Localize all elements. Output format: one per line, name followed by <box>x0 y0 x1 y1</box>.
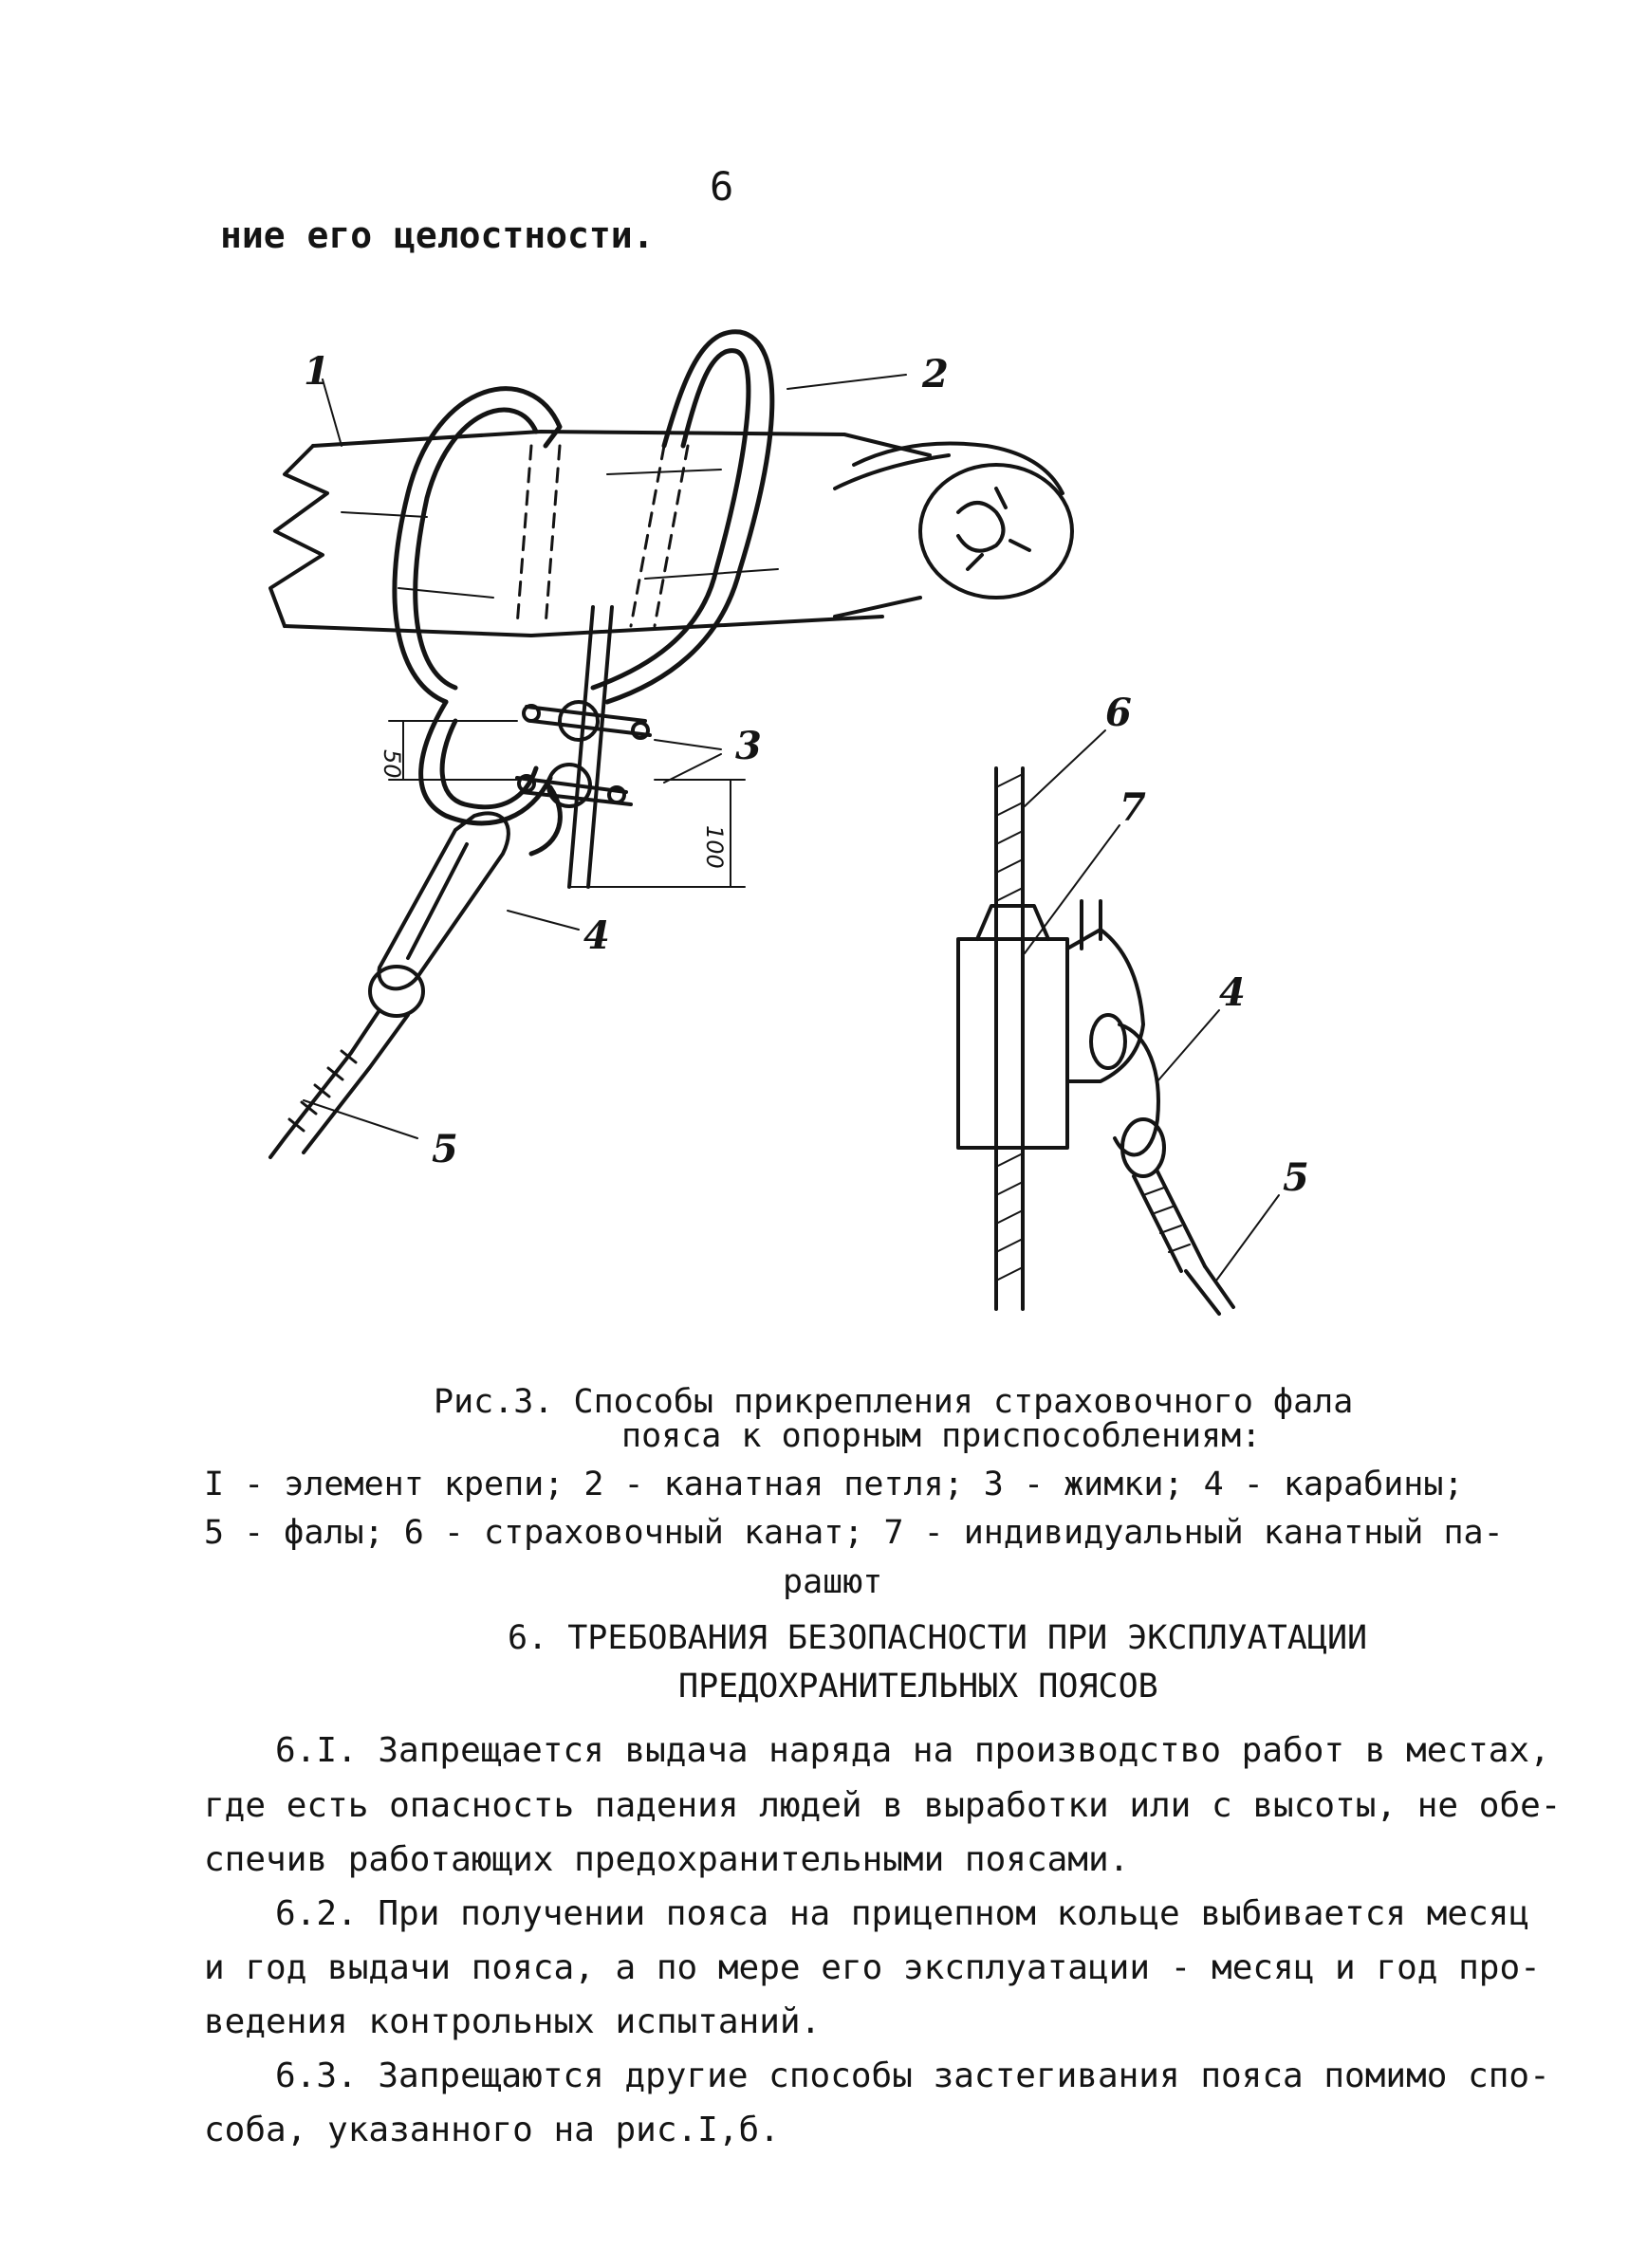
para-6-1-line-3: спечив работающих предохранительными поясами. <box>204 1840 1130 1879</box>
label-6: 6 <box>1105 691 1132 735</box>
page-number: 6 <box>710 163 734 210</box>
para-6-2-line-3: ведения контрольных испытаний. <box>204 2002 822 2041</box>
dimension-50: 50 <box>379 749 405 779</box>
para-6-2-line-1: 6.2. При получении пояса на прицепном кольце выбивается месяц <box>275 1894 1530 1933</box>
legend-line-1: I - элемент крепи; 2 - канатная петля; 3 - жимки; 4 - карабины; <box>204 1466 1464 1503</box>
dimension-100: 100 <box>701 825 728 869</box>
continuation-text: ние его целостности. <box>220 214 655 256</box>
section-heading-line-2: ПРЕДОХРАНИТЕЛЬНЫХ ПОЯСОВ <box>678 1668 1158 1706</box>
label-5: 5 <box>432 1127 458 1171</box>
label-2: 2 <box>922 352 949 396</box>
label-7: 7 <box>1120 785 1146 830</box>
label-4-right: 4 <box>1219 970 1246 1015</box>
caption-line-2: пояса к опорным приспособлениям: <box>621 1417 1262 1455</box>
label-5-right: 5 <box>1283 1155 1309 1200</box>
legend-line-2: 5 - фалы; 6 - страховочный канат; 7 - индивидуальный канатный па- <box>204 1514 1504 1552</box>
section-heading-line-1: 6. ТРЕБОВАНИЯ БЕЗОПАСНОСТИ ПРИ ЭКСПЛУАТАЦИИ <box>508 1619 1368 1657</box>
para-6-3-line-1: 6.3. Запрещаются другие способы застегивания пояса помимо спо- <box>275 2056 1550 2095</box>
para-6-3-line-2: соба, указанного на рис.I,б. <box>204 2111 780 2149</box>
legend-line-3: рашют <box>783 1563 883 1601</box>
para-6-2-line-2: и год выдачи пояса, а по мере его эксплуатации - месяц и год про- <box>204 1948 1541 1987</box>
para-6-1-line-2: где есть опасность падения людей в выработки или с высоты, не обе- <box>204 1786 1562 1825</box>
caption-line-1: Рис.3. Способы прикрепления страховочного фала <box>434 1383 1354 1421</box>
label-3: 3 <box>735 724 762 768</box>
label-1: 1 <box>304 349 330 394</box>
label-4: 4 <box>583 913 610 958</box>
para-6-1-line-1: 6.I. Запрещается выдача наряда на производство работ в местах, <box>275 1731 1550 1770</box>
timber-beam <box>270 432 1072 636</box>
